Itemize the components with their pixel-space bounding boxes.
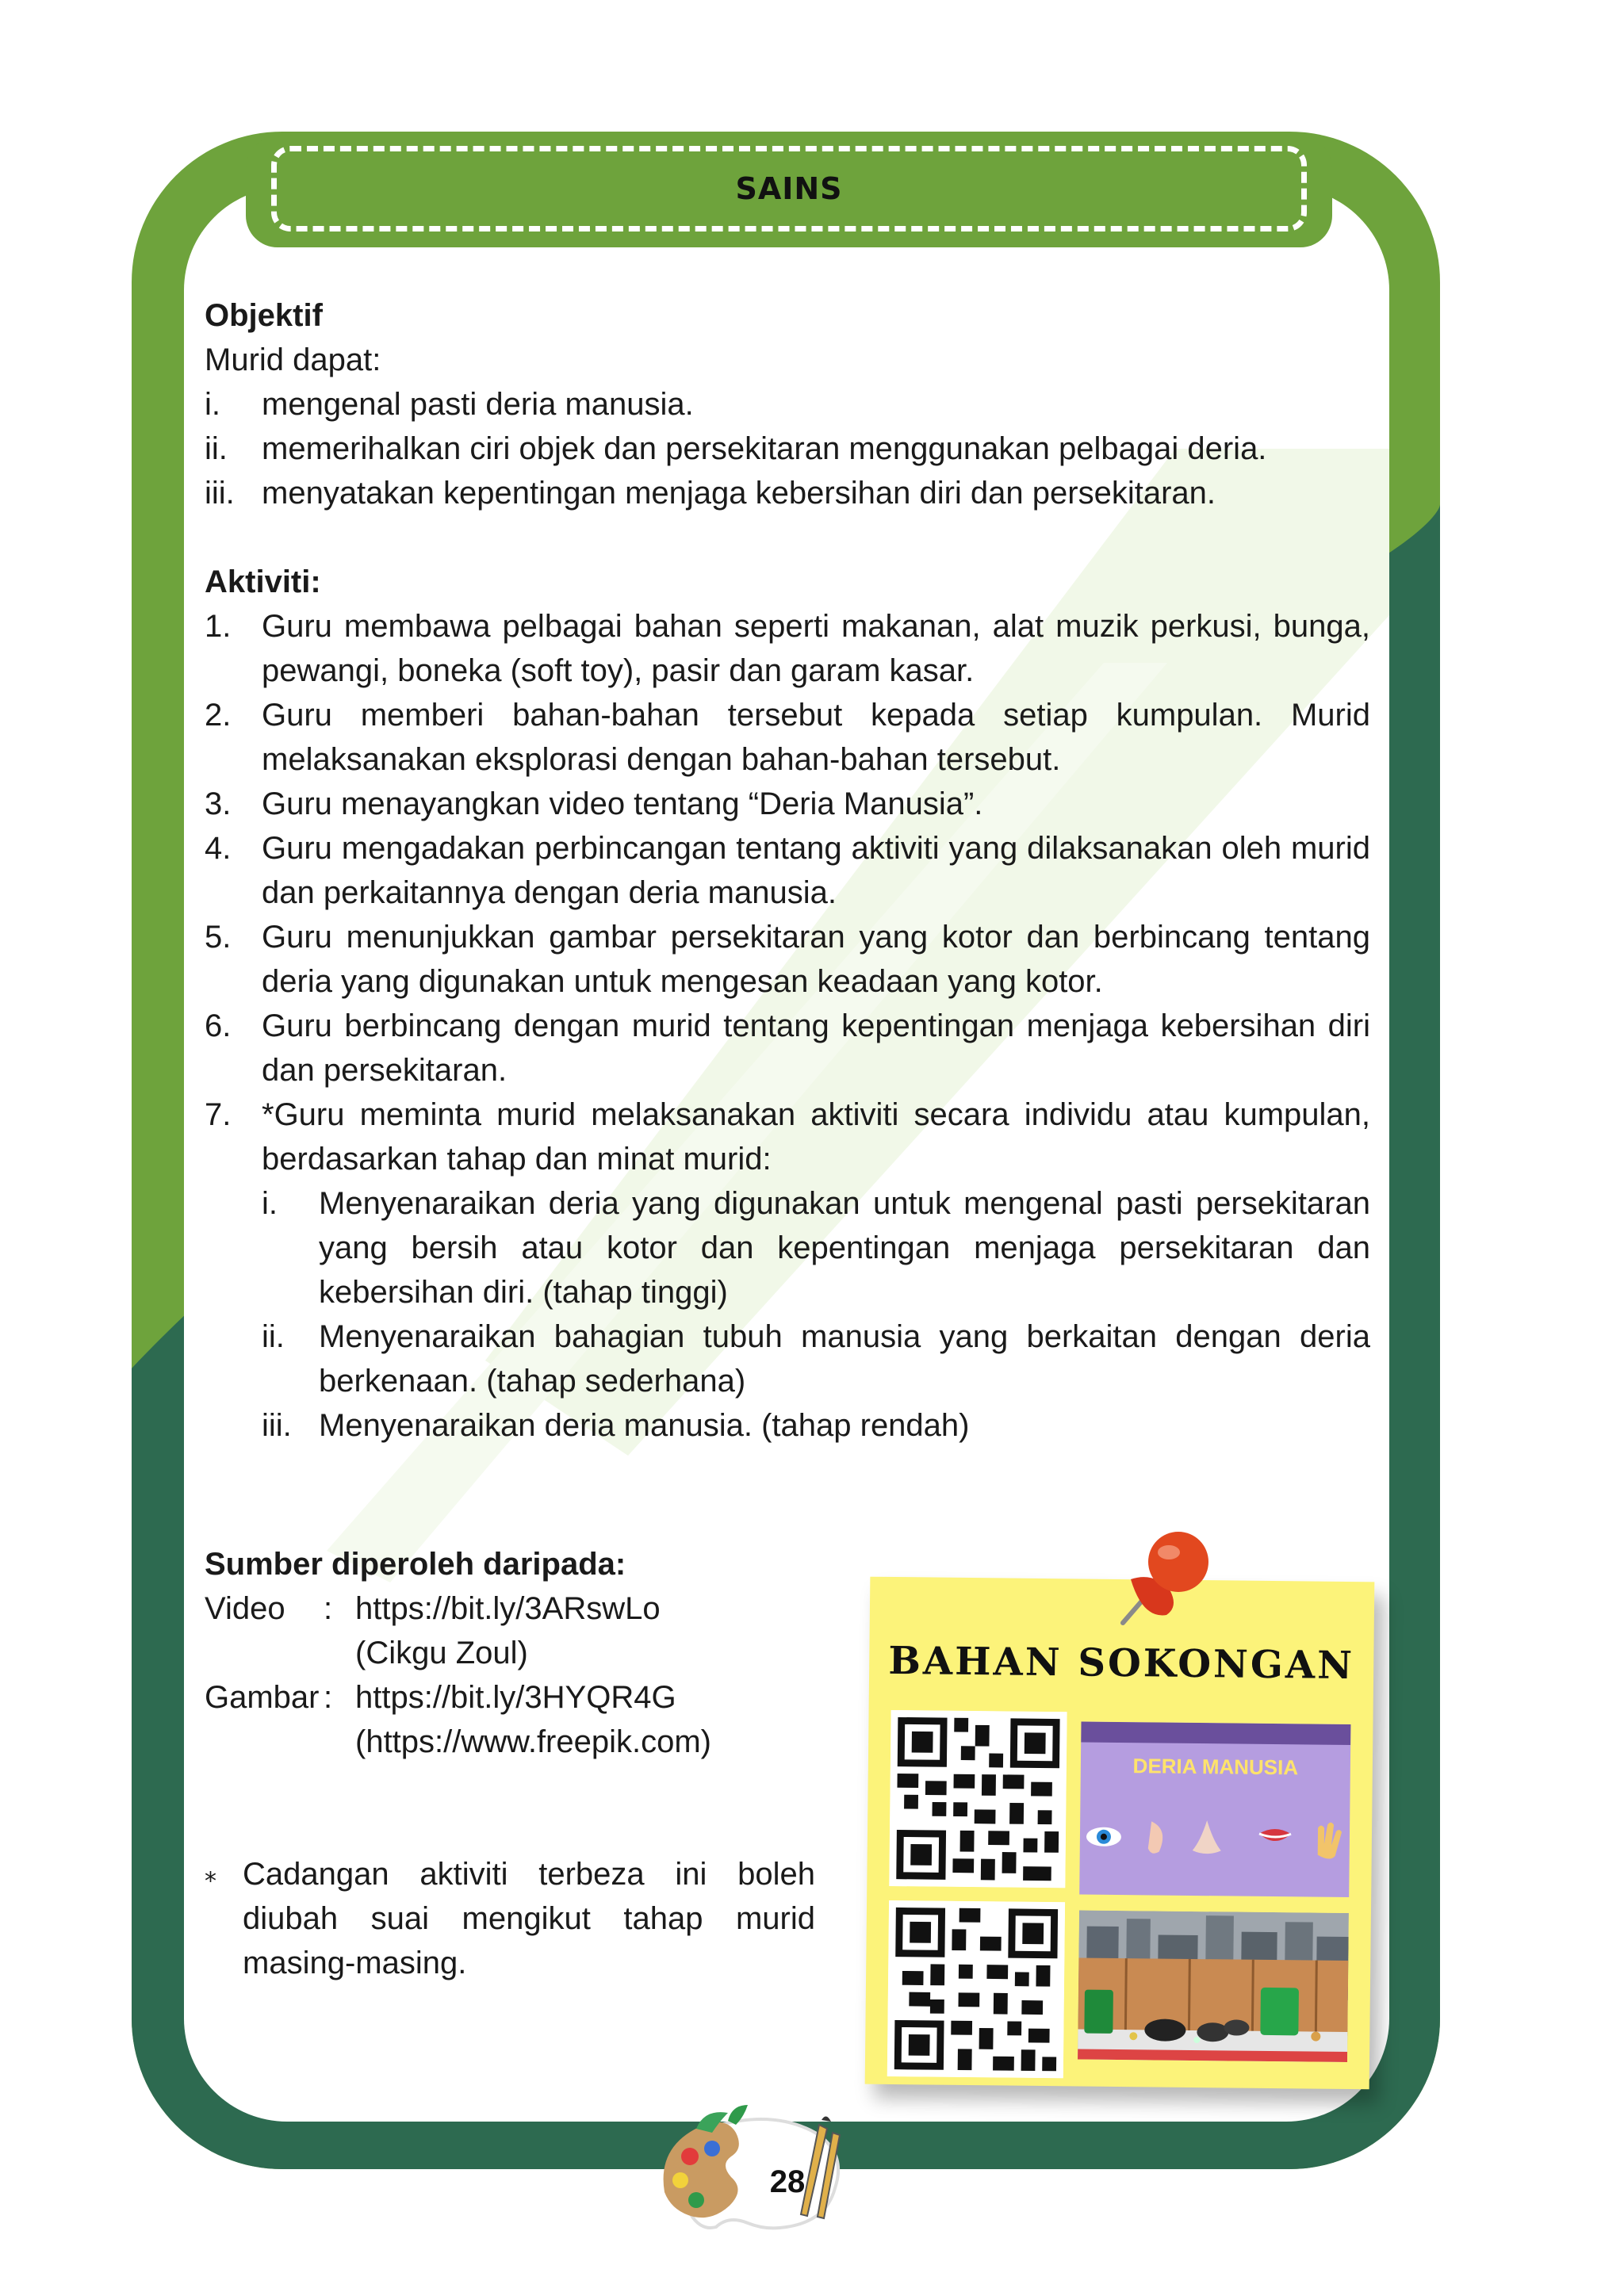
- asterisk-icon: ⁎: [205, 1861, 216, 1887]
- activity-num: 6.: [205, 1008, 232, 1043]
- subitem-num: ii.: [262, 1319, 285, 1354]
- activity-num: 4.: [205, 831, 232, 866]
- activity-item: [205, 1004, 1370, 1093]
- image-label: Gambar: [205, 1680, 320, 1715]
- video-link[interactable]: https://bit.ly/3ARswLo: [355, 1591, 661, 1626]
- objective-item: [205, 471, 1370, 515]
- activity-text: *Guru meminta murid melaksanakan aktiviti secara individu atau kumpulan, berdasarkan tahap dan minat murid:: [262, 1097, 1370, 1177]
- dirty-environment-image[interactable]: [1078, 1910, 1349, 2062]
- subitem-text: Menyenaraikan bahagian tubuh manusia yang berkaitan dengan deria berkenaan. (tahap sederhana): [319, 1319, 1370, 1399]
- objective-text: memerihalkan ciri objek dan persekitaran menggunakan pelbagai deria.: [262, 431, 1267, 466]
- video-thumbnail[interactable]: [1079, 1721, 1350, 1897]
- image-link[interactable]: https://bit.ly/3HYQR4G: [355, 1680, 676, 1715]
- objective-text: mengenal pasti deria manusia.: [262, 387, 694, 422]
- objective-num: iii.: [205, 476, 235, 511]
- video-thumb-title: DERIA MANUSIA: [1132, 1754, 1299, 1780]
- objective-intro: Murid dapat:: [205, 342, 381, 377]
- objective-item: [205, 382, 1370, 427]
- main-content: [205, 293, 1370, 1448]
- activity-item: [205, 604, 1370, 693]
- objective-num: ii.: [205, 431, 228, 466]
- objective-heading: Objektif: [205, 298, 323, 333]
- activity-item: [205, 826, 1370, 915]
- activity-subitem: [262, 1314, 1370, 1403]
- video-colon: :: [324, 1591, 333, 1626]
- qr-code-video-icon[interactable]: [889, 1710, 1067, 1888]
- activity-subitem: [262, 1181, 1370, 1314]
- sources-heading: Sumber diperoleh daripada:: [205, 1547, 626, 1582]
- video-credit: (Cikgu Zoul): [355, 1636, 528, 1670]
- activity-num: 1.: [205, 609, 232, 644]
- support-sticky-note: [865, 1577, 1375, 2090]
- activity-text: Guru memberi bahan-bahan tersebut kepada setiap kumpulan. Murid melaksanakan eksplorasi dengan bahan-bahan tersebut.: [262, 698, 1370, 777]
- activity-num: 5.: [205, 920, 232, 955]
- activity-text: Guru menayangkan video tentang “Deria Manusia”.: [262, 786, 983, 821]
- activity-num: 7.: [205, 1097, 232, 1132]
- activity-item: [205, 693, 1370, 782]
- image-credit: (https://www.freepik.com): [355, 1724, 712, 1759]
- footnote-text: Cadangan aktiviti terbeza ini boleh diubah suai mengikut tahap murid masing-masing.: [243, 1857, 815, 1980]
- page-number: 28: [769, 2164, 806, 2199]
- qr-code-image-icon[interactable]: [887, 1900, 1065, 2078]
- support-title: BAHAN SOKONGAN: [888, 1638, 1355, 1689]
- page-title: SAINS: [735, 171, 843, 206]
- objective-item: [205, 427, 1370, 471]
- push-pin-icon: [1099, 1524, 1218, 1643]
- subitem-text: Menyenaraikan deria manusia. (tahap rendah): [319, 1408, 970, 1443]
- subitem-num: iii.: [262, 1408, 292, 1443]
- image-colon: :: [324, 1680, 333, 1715]
- subitem-num: i.: [262, 1186, 278, 1221]
- activity-heading: Aktiviti:: [205, 564, 321, 599]
- activity-text: Guru mengadakan perbincangan tentang aktiviti yang dilaksanakan oleh murid dan perkaitannya dengan deria manusia.: [262, 831, 1370, 910]
- activity-num: 3.: [205, 786, 232, 821]
- activity-text: Guru menunjukkan gambar persekitaran yang kotor dan berbincang tentang deria yang digunakan untuk mengesan keadaan yang kotor.: [262, 920, 1370, 999]
- subitem-text: Menyenaraikan deria yang digunakan untuk mengenal pasti persekitaran yang bersih atau kotor dan kepentingan menjaga persekitaran dan kebersihan diri. (tahap tinggi): [319, 1186, 1370, 1310]
- activity-item: [205, 782, 1370, 826]
- sources-section: [205, 1542, 918, 1764]
- activity-num: 2.: [205, 698, 232, 733]
- footnote: [205, 1852, 815, 1985]
- activity-subitem: [262, 1403, 1370, 1448]
- activity-item: [205, 1093, 1370, 1181]
- objective-num: i.: [205, 387, 220, 422]
- activity-text: Guru berbincang dengan murid tentang kepentingan menjaga kebersihan diri dan persekitaran.: [262, 1008, 1370, 1088]
- senses-icons: [1079, 1797, 1350, 1879]
- activity-item: [205, 915, 1370, 1004]
- palette-page-badge-icon: [649, 2101, 863, 2252]
- video-label: Video: [205, 1591, 285, 1626]
- activity-text: Guru membawa pelbagai bahan seperti makanan, alat muzik perkusi, bunga, pewangi, boneka (soft toy), pasir dan garam kasar.: [262, 609, 1370, 688]
- objective-text: menyatakan kepentingan menjaga kebersihan diri dan persekitaran.: [262, 476, 1216, 511]
